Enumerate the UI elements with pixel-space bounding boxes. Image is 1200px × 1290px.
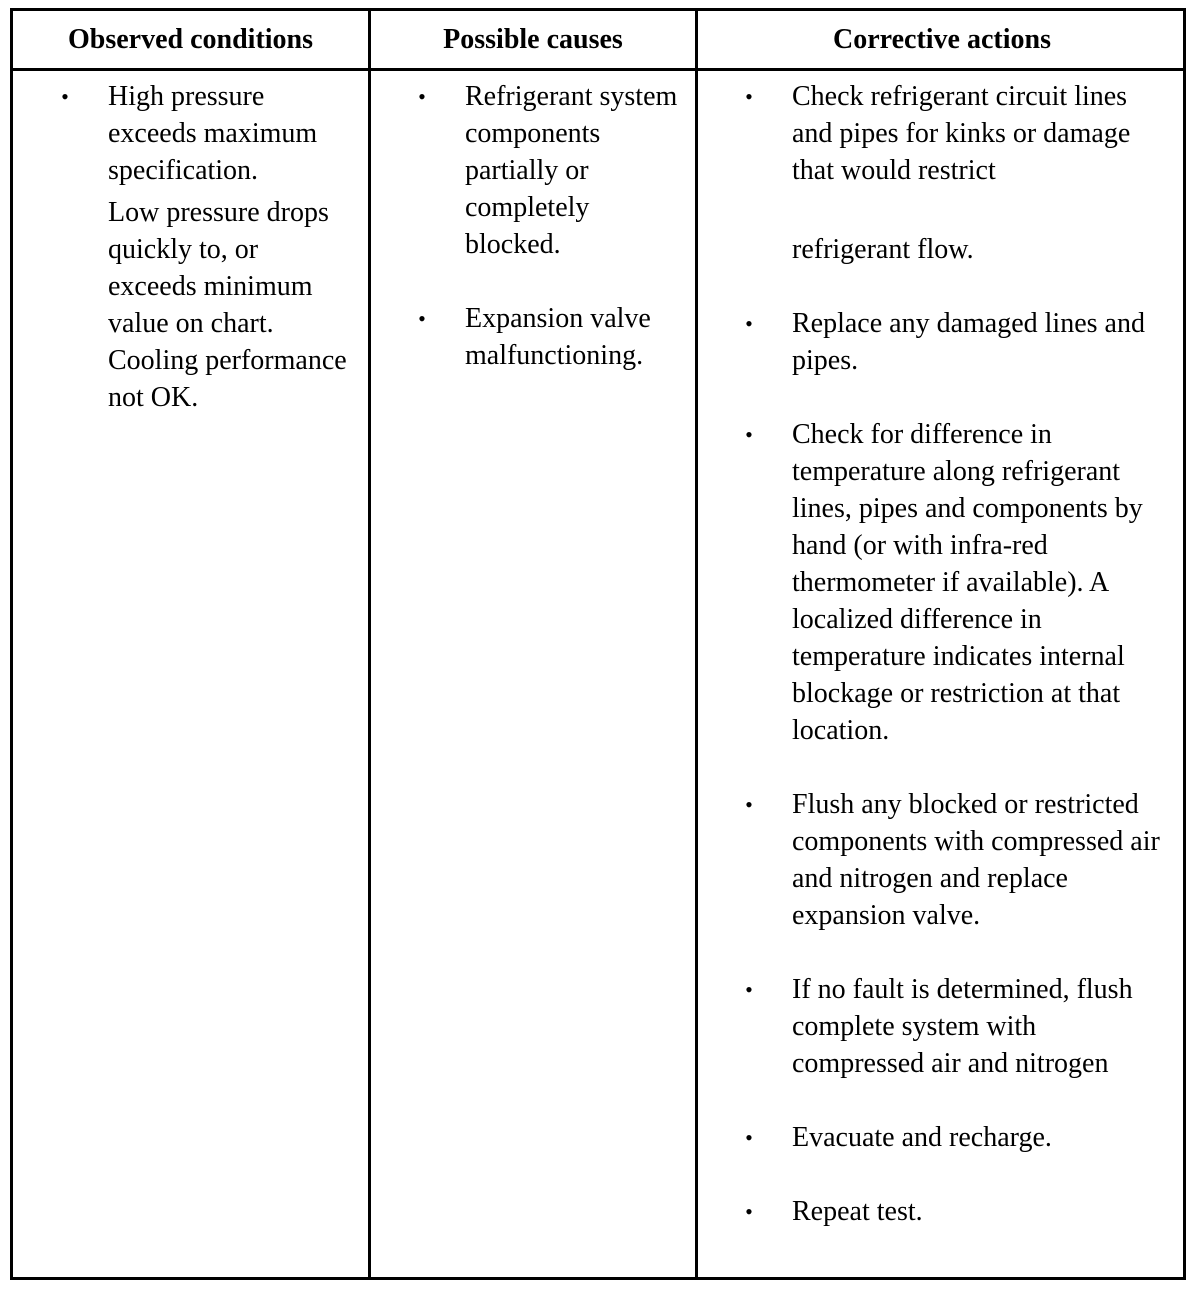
- observed-high-pressure-text: High pressure exceeds maximum specification.: [108, 81, 318, 186]
- bullet-icon: •: [745, 422, 753, 447]
- bullet-icon: •: [418, 84, 426, 109]
- list-item: [742, 416, 1174, 749]
- list-item: [742, 971, 1174, 1082]
- bullet-icon: •: [745, 792, 753, 817]
- action-text: Evacuate and recharge.: [792, 1122, 1052, 1153]
- list-item: [415, 300, 680, 374]
- list-item: [742, 305, 1174, 379]
- cause-text: Refrigerant system components partially or completely blocked.: [465, 81, 678, 260]
- header-possible-causes: Possible causes: [443, 23, 623, 55]
- bullet-icon: •: [745, 1199, 753, 1224]
- list-item: [742, 1119, 1174, 1156]
- possible-causes-cell: [415, 78, 680, 374]
- bullet-icon: •: [61, 84, 69, 109]
- cause-text: Expansion valve malfunctioning.: [465, 303, 651, 371]
- column-divider: [368, 11, 371, 1277]
- action-text: Replace any damaged lines and pipes.: [792, 308, 1145, 376]
- action-text: If no fault is determined, flush complete system with compressed air and nitrogen: [792, 974, 1133, 1079]
- list-item: [742, 786, 1174, 934]
- action-text: Flush any blocked or restricted components with compressed air and nitrogen and replace expansion valve.: [792, 789, 1160, 931]
- observed-low-pressure-text: Low pressure drops quickly to, or exceeds minimum value on chart. Cooling performance not OK.: [108, 197, 347, 413]
- bullet-icon: •: [745, 1125, 753, 1150]
- header-divider: [13, 68, 1183, 71]
- action-text: Check for difference in temperature along refrigerant lines, pipes and components by hand (or with infra-red thermometer if available). A localized difference in temperature indicates internal blockage or restriction at that location.: [792, 419, 1143, 746]
- action-text: Repeat test.: [792, 1196, 923, 1227]
- bullet-icon: •: [745, 311, 753, 336]
- bullet-icon: •: [418, 306, 426, 331]
- header-observed-conditions: Observed conditions: [67, 23, 314, 55]
- list-item: [742, 78, 1174, 268]
- list-item: [415, 78, 680, 263]
- header-corrective-actions: Corrective actions: [833, 23, 1051, 55]
- observed-conditions-cell: [58, 78, 353, 416]
- bullet-icon: •: [745, 977, 753, 1002]
- list-item: [58, 78, 353, 416]
- corrective-actions-cell: [742, 78, 1174, 1230]
- action-text-continuation: refrigerant flow.: [792, 234, 974, 265]
- bullet-icon: •: [745, 84, 753, 109]
- column-divider: [695, 11, 698, 1277]
- list-item: [742, 1193, 1174, 1230]
- action-text: Check refrigerant circuit lines and pipes for kinks or damage that would restrict: [792, 81, 1131, 186]
